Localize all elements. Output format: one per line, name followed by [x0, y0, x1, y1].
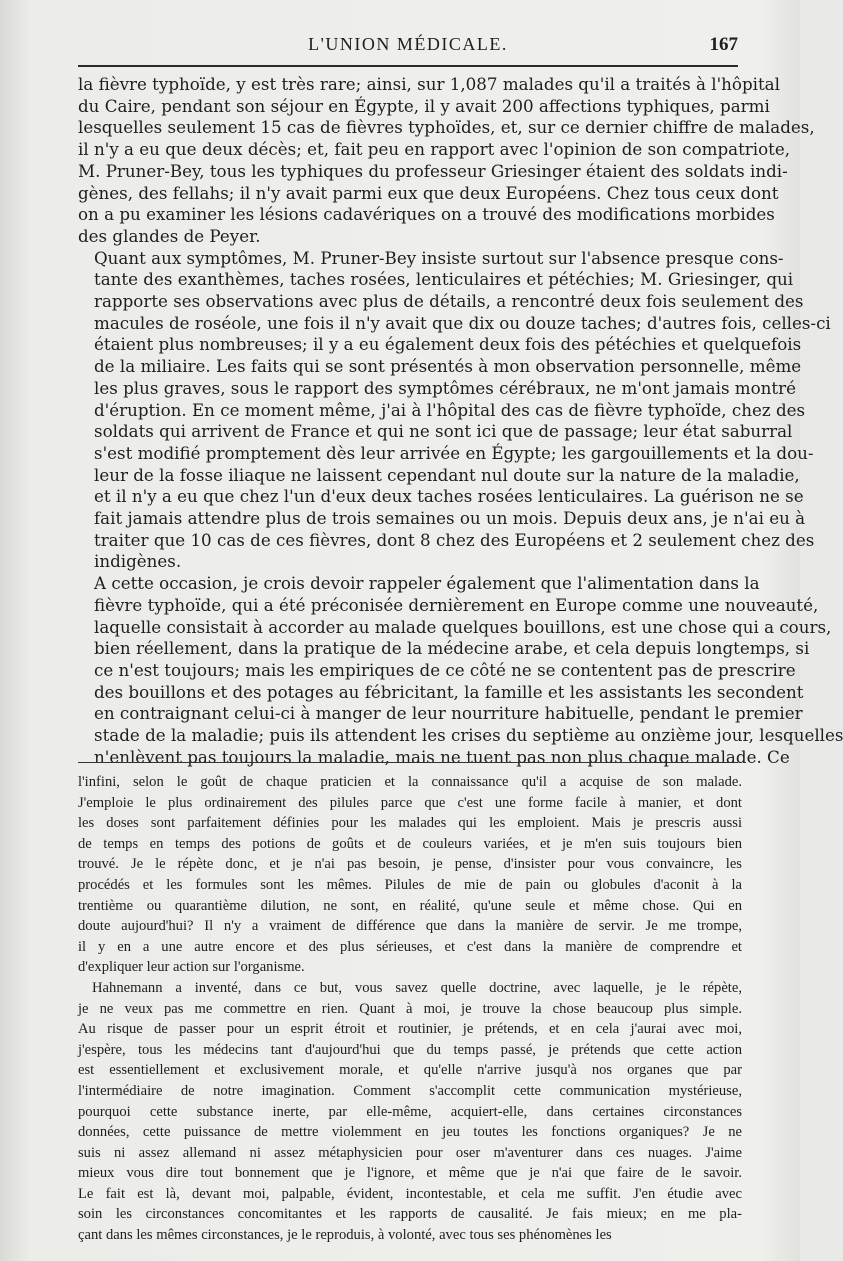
running-title: L'UNION MÉDICALE.	[308, 34, 508, 54]
text-line: et il n'y a eu que chez l'un d'eux deux taches rosées lenticulaires. La guérison ne se	[94, 486, 804, 507]
text-line: traiter que 10 cas de ces fièvres, dont 8 chez des Européens et 2 seulement chez des	[94, 529, 815, 550]
page-header	[78, 34, 738, 66]
text-line: procédés et les formules sont les mêmes. Pilules de mie de pain ou globules d'aconit à la	[78, 876, 742, 893]
text-line: stade de la maladie; puis ils attendent les crises du septième au onzième jour, lesquelles	[94, 725, 843, 746]
text-line: trentième ou quarantième dilution, ne sont, en réalité, qu'une seule et même chose. Qui en	[78, 897, 742, 914]
header-rule	[78, 65, 738, 67]
paragraph	[78, 247, 831, 574]
text-line: gènes, des fellahs; il n'y avait parmi eux que deux Européens. Chez tous ceux dont	[78, 182, 779, 203]
text-line: est essentiellement et exclusivement morale, et qu'elle n'arrive jusqu'à nos organes que par	[78, 1062, 742, 1079]
text-line: doute aujourd'hui? Il n'y a vraiment de différence que dans la manière de servir. Je me trompe,	[78, 918, 742, 935]
text-line: l'intermédiaire de notre imagination. Comment s'accomplit cette communication mystérieuse,	[78, 1082, 742, 1099]
text-line: je ne veux pas me commettre en rien. Quant à moi, je trouve la chose beaucoup plus simple.	[78, 1000, 742, 1017]
text-line: j'espère, tous les médecins tant d'aujourd'hui que du temps passé, je prétends que cette action	[78, 1041, 742, 1058]
paragraph	[78, 74, 815, 248]
text-line: de temps en temps des potions de goûts et de couleurs variées, et je m'en suis toujours bien	[78, 835, 742, 852]
text-line: tante des exanthèmes, taches rosées, lenticulaires et pétéchies; M. Griesinger, qui	[94, 269, 794, 290]
text-line: Le fait est là, devant moi, palpable, évident, incontestable, et cela me suffit. J'en étudie avec	[78, 1185, 742, 1202]
text-line: d'expliquer leur action sur l'organisme.	[78, 959, 305, 976]
text-line: lesquelles seulement 15 cas de fièvres typhoïdes, et, sur ce dernier chiffre de malades,	[78, 117, 815, 138]
text-line: la fièvre typhoïde, y est très rare; ainsi, sur 1,087 malades qu'il a traités à l'hôpital	[78, 74, 780, 94]
text-line: il n'y a eu que deux décès; et, fait peu en rapport avec l'opinion de son compatriote,	[78, 139, 791, 160]
text-line: J'emploie le plus ordinairement des pilules parce que c'est une forme facile à manier, et dont	[78, 794, 742, 811]
text-line: ce n'est toujours; mais les empiriques de ce côté ne se contentent pas de prescrire	[94, 659, 796, 680]
text-line: rapporte ses observations avec plus de détails, a rencontré deux fois seulement des	[94, 291, 804, 312]
text-line: des glandes de Peyer.	[78, 225, 261, 246]
main-text	[78, 74, 843, 769]
text-line: bien réellement, dans la pratique de la médecine arabe, et cela depuis longtemps, si	[94, 638, 810, 659]
text-line: M. Pruner-Bey, tous les typhiques du professeur Griesinger étaient des soldats indi-	[78, 160, 788, 181]
text-line: suis ni assez allemand ni assez métaphysicien pour oser m'aventurer dans ces nuages. J'aime	[78, 1144, 742, 1161]
paragraph	[78, 573, 843, 768]
text-line: Hahnemann a inventé, dans ce but, vous savez quelle doctrine, avec laquelle, je le répète,	[92, 979, 742, 996]
page-number: 167	[709, 34, 738, 55]
text-line: soldats qui arrivent de France et qui ne sont ici que de passage; leur état saburral	[94, 421, 793, 442]
text-line: l'infini, selon le goût de chaque praticien et la connaissance qu'il a acquise de son malade.	[78, 774, 742, 790]
text-line: il y en a une autre encore et des plus sérieuses, et c'est dans la manière de comprendre et	[78, 938, 742, 955]
text-line: s'est modifié promptement dès leur arrivée en Égypte; les gargouillements et la dou-	[94, 442, 814, 463]
text-line: en contraignant celui-ci à manger de leur nourriture habituelle, pendant le premier	[94, 703, 803, 724]
text-line: Au risque de passer pour un esprit étroit et routinier, je prétends, et en cela j'aurai avec moi,	[78, 1021, 742, 1038]
text-line: on a pu examiner les lésions cadavériques on a trouvé des modifications morbides	[78, 204, 775, 225]
footnote-text	[78, 772, 742, 1246]
footnote-paragraph	[78, 772, 742, 978]
footnote-paragraph	[78, 978, 742, 1246]
text-line: fait jamais attendre plus de trois semaines ou un mois. Depuis deux ans, je n'ai eu à	[94, 508, 806, 529]
text-line: soin les circonstances concomitantes et les rapports de causalité. Je fais mieux; en me pla-	[78, 1206, 742, 1223]
text-line: A cette occasion, je crois devoir rappeler également que l'alimentation dans la	[94, 573, 760, 594]
text-line: données, cette puissance de mettre violemment en jeu toutes les fonctions organiques? Je ne	[78, 1124, 742, 1141]
text-line: les plus graves, sous le rapport des symptômes cérébraux, ne m'ont jamais montré	[94, 377, 796, 398]
text-line: laquelle consistait à accorder au malade quelques bouillons, est une chose qui a cours,	[94, 616, 832, 637]
text-line: d'éruption. En ce moment même, j'ai à l'hôpital des cas de fièvre typhoïde, chez des	[94, 399, 806, 420]
text-line: de la miliaire. Les faits qui se sont présentés à mon observation personnelle, même	[94, 356, 802, 377]
text-line: leur de la fosse iliaque ne laissent cependant nul doute sur la nature de la maladie,	[94, 464, 800, 485]
text-line: des bouillons et des potages au fébricitant, la famille et les assistants les secondent	[94, 681, 804, 702]
text-line: macules de roséole, une fois il n'y avait que dix ou douze taches; d'autres fois, celles-ci	[94, 312, 831, 333]
text-line: pourquoi cette substance inerte, par elle-même, acquiert-elle, dans certaines circonstances	[78, 1103, 742, 1120]
text-line: étaient plus nombreuses; il y a eu également deux fois des pétéchies et quelquefois	[94, 334, 802, 355]
text-line: trouvé. Je le répète donc, et je n'ai pas besoin, je pense, d'insister pour vous convaincre, les	[78, 856, 742, 873]
text-line: mieux vous dire tout bonnement que je l'ignore, et même que je n'ai que faire de le savoir.	[78, 1165, 742, 1182]
text-line: n'enlèvent pas toujours la maladie, mais ne tuent pas non plus chaque malade. Ce	[94, 746, 790, 767]
footnote-separator	[78, 762, 738, 763]
text-line: çant dans les mêmes circonstances, je le reproduis, à volonté, avec tous ses phénomènes les	[78, 1227, 612, 1244]
text-line: Quant aux symptômes, M. Pruner-Bey insiste surtout sur l'absence presque cons-	[94, 247, 784, 268]
text-line: les doses sont parfaitement définies pour les malades qui les emploient. Mais je prescris aussi	[78, 815, 742, 832]
text-line: du Caire, pendant son séjour en Égypte, il y avait 200 affections typhiques, parmi	[78, 95, 770, 116]
text-line: fièvre typhoïde, qui a été préconisée dernièrement en Europe comme une nouveauté,	[94, 594, 819, 615]
text-line: indigènes.	[94, 551, 182, 572]
